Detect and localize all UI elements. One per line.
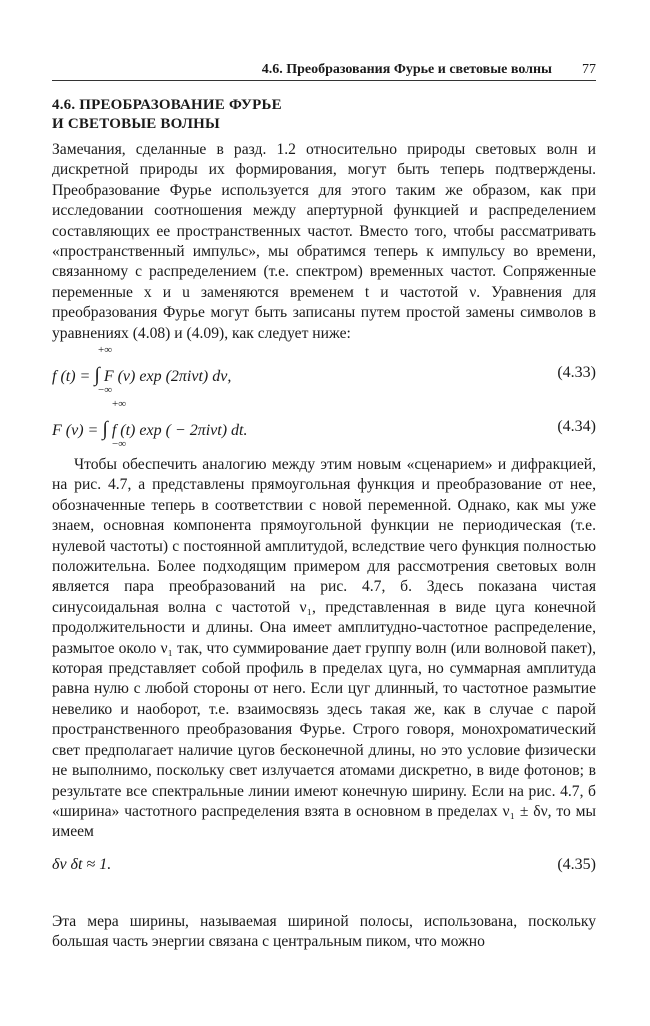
equation-4-35-number: (4.35) <box>557 856 596 873</box>
equation-4-34-lhs: F (ν) = <box>52 422 103 439</box>
equation-4-33-body <box>52 364 231 387</box>
section-title <box>52 96 596 134</box>
equation-4-33 <box>52 344 596 396</box>
equation-4-33-lower-limit: −∞ <box>98 384 113 396</box>
running-header-title: 4.6. Преобразования Фурье и световые волны <box>261 62 552 77</box>
equation-4-35 <box>52 846 596 886</box>
integral-sign-icon: ∫ <box>94 364 100 386</box>
equation-4-34-upper-limit: +∞ <box>112 398 127 410</box>
equation-4-34-lower-limit: −∞ <box>112 438 127 450</box>
section-title-line-2: И СВЕТОВЫЕ ВОЛНЫ <box>52 116 220 132</box>
page-number: 77 <box>582 62 596 77</box>
equation-4-34-rhs: f (t) exp ( − 2πiνt) dt. <box>111 422 248 439</box>
equation-4-33-rhs: F (ν) exp (2πiνt) dν, <box>103 368 232 385</box>
paragraph-bandwidth: Эта мера ширины, называемая шириной полосы, использована, поскольку большая часть энергии связана с центральным пиком, что можно <box>52 913 596 951</box>
equation-4-33-lhs: f (t) = <box>52 368 95 385</box>
section-title-line-1: 4.6. ПРЕОБРАЗОВАНИЕ ФУРЬЕ <box>52 97 282 113</box>
equation-4-34-body <box>52 418 247 441</box>
running-header <box>52 58 596 81</box>
equation-4-33-number: (4.33) <box>557 364 596 381</box>
equation-4-35-body: δν δt ≈ 1. <box>52 856 112 873</box>
equation-4-34-number: (4.34) <box>557 418 596 435</box>
integral-sign-icon: ∫ <box>102 418 108 440</box>
paragraph-intro: Замечания, сделанные в разд. 1.2 относительно природы световых волн и дискретной природы их формирования, могут быть теперь подтверждены. Преобразование Фурье используется для этого таким же образом, как при исследовании соотношения между апертурной функцией и распределением составляющих ее пространственных частот. Вместо того, чтобы рассматривать «пространственный импульс», мы обратимся теперь к импульсу во времени, связанному с распределением (т.е. спектром) временных частот. Сопряженные переменные x и u заменяются временем t и частотой ν. Уравнения для преобразования Фурье могут быть записаны путем простой замены символов в уравнениях (4.08) и (4.09), как следует ниже: <box>52 141 596 342</box>
paragraph-analogy: Чтобы обеспечить аналогию между этим новым «сценарием» и дифракцией, на рис. 4.7, а представлены прямоугольная функция и преобразование от нее, обозначенные теперь в соответствии с новой переменной. Однако, как мы уже знаем, основная компонента прямоугольной функции не периодическая (т.е. нулевой частоты) с постоянной амплитудой, вследствие чего функция полностью положительна. Более подходящим примером для рассмотрения световых волн является пара преобразований на рис. 4.7, б. Здесь показана чистая синусоидальная волна с частотой ν₁, представленная в виде цуга конечной продолжительности и длины. Она имеет амплитудно-частотное распределение, размытое около ν₁ так, что суммирование дает группу волн (или волновой пакет), которая представляет собой профиль в пределах цуга, но суммарная амплитуда равна нулю с любой стороны от него. Если цуг длинный, то частотное размытие невелико и наоборот, т.е. взаимосвязь здесь такая же, как в случае с парой пространственного преобразования Фурье. Строго говоря, монохроматический свет предполагает наличие цугов бесконечной длины, но это условие физически не выполнимо, поскольку свет излучается атомами дискретно, в виде фотонов; в результате все спектральные линии имеют конечную ширину. Если на рис. 4.7, б «ширина» частотного распределения взята в основном в пределах ν₁ ± δν, то мы имеем <box>52 456 596 841</box>
equation-4-33-upper-limit: +∞ <box>98 344 113 356</box>
equation-4-34 <box>52 398 596 450</box>
